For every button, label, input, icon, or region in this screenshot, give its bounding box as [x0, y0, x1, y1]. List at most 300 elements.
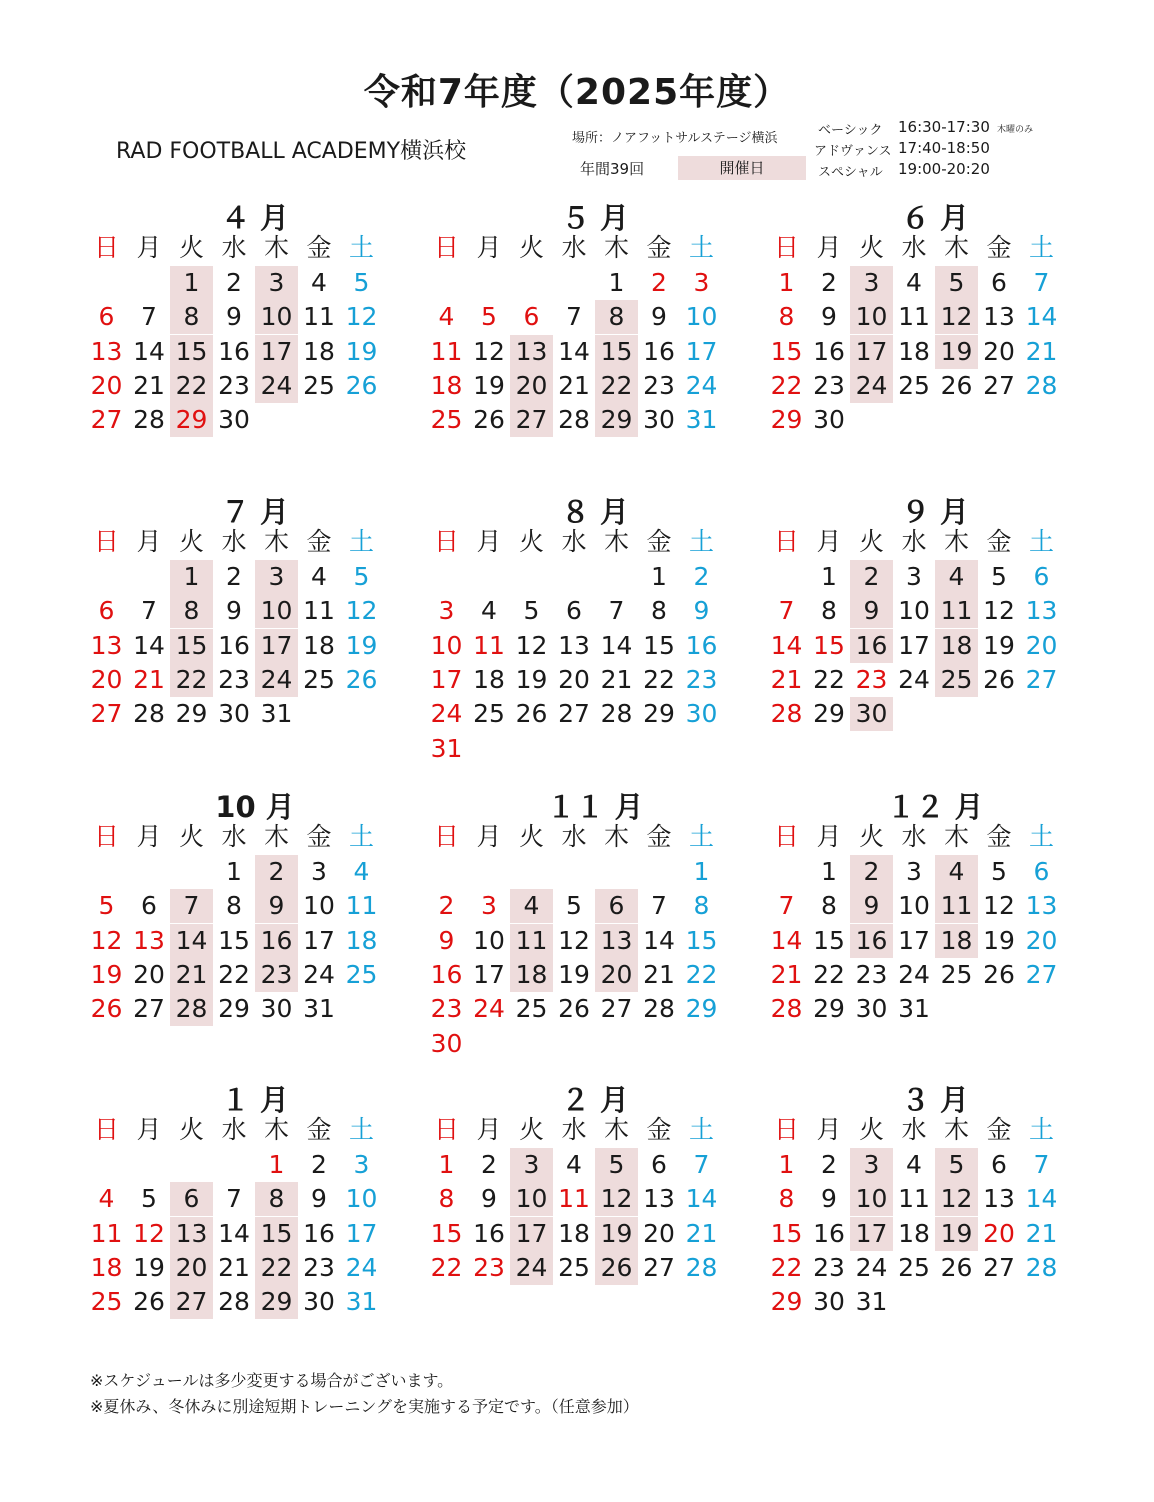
day-cell: 7 [141, 596, 157, 626]
day-cell: 4 [311, 562, 327, 591]
day-cell: 9 [255, 889, 298, 923]
day-cell: 19 [558, 959, 590, 989]
day-cell: 4 [353, 857, 370, 886]
month-block [85, 785, 425, 1045]
day-cell: 20 [983, 336, 1015, 366]
day-cell: 7 [566, 302, 582, 332]
day-cell: 7 [1033, 1150, 1050, 1179]
day-cell: 9 [821, 1184, 837, 1214]
weekday-header: 木 [263, 233, 289, 262]
day-cell: 22 [218, 959, 250, 989]
day-cell: 13 [1025, 891, 1058, 921]
weekday-header: 火 [178, 233, 204, 262]
day-cell: 11 [935, 889, 978, 923]
day-cell: 26 [940, 370, 973, 400]
weekday-header: 日 [773, 822, 799, 851]
day-cell: 9 [438, 925, 455, 955]
weekday-header: 土 [348, 527, 374, 556]
weekday-header: 日 [93, 527, 119, 556]
day-cell: 21 [600, 664, 633, 694]
day-cell: 1 [821, 857, 837, 886]
weekday-header: 月 [476, 527, 502, 556]
day-cell: 14 [133, 336, 165, 366]
day-cell: 20 [510, 369, 553, 403]
day-cell: 20 [1025, 630, 1058, 660]
day-cell: 17 [510, 1217, 553, 1251]
day-cell: 10 [850, 1182, 893, 1216]
day-cell: 24 [898, 664, 930, 694]
day-cell: 8 [170, 300, 213, 334]
day-cell: 11 [303, 302, 335, 332]
day-cell: 8 [255, 1182, 298, 1216]
weekday-header: 日 [93, 822, 119, 851]
day-cell: 4 [935, 560, 978, 594]
weekday-header: 火 [858, 233, 884, 262]
weekday-header: 土 [348, 233, 374, 262]
day-cell: 16 [430, 959, 463, 989]
day-cell: 4 [906, 268, 922, 297]
day-cell: 15 [595, 335, 638, 369]
weekday-header: 土 [688, 1115, 714, 1144]
day-cell: 13 [983, 302, 1015, 332]
weekday-header: 土 [348, 1115, 374, 1144]
day-cell: 17 [850, 1217, 893, 1251]
weekday-header: 月 [136, 1115, 162, 1144]
day-cell: 12 [90, 925, 123, 955]
day-cell: 24 [345, 1252, 378, 1282]
day-cell: 26 [940, 1252, 973, 1282]
day-cell: 9 [850, 594, 893, 628]
day-cell: 6 [141, 891, 157, 921]
day-cell: 26 [558, 994, 590, 1024]
day-cell: 4 [510, 889, 553, 923]
day-cell: 5 [991, 857, 1007, 886]
day-cell: 2 [255, 855, 298, 889]
day-cell: 14 [170, 924, 213, 958]
day-cell: 12 [345, 596, 378, 626]
day-cell: 8 [693, 891, 710, 921]
day-cell: 25 [345, 959, 378, 989]
weekday-header: 水 [221, 527, 247, 556]
day-cell: 31 [303, 994, 335, 1024]
day-cell: 3 [906, 562, 922, 591]
page-title: 令和7年度（2025年度） [363, 72, 791, 113]
day-cell: 5 [141, 1184, 157, 1214]
day-cell: 6 [1033, 857, 1050, 886]
month-block [85, 1078, 425, 1338]
day-cell: 9 [226, 596, 242, 626]
day-cell: 13 [983, 1184, 1015, 1214]
day-cell: 15 [770, 1218, 803, 1248]
weekday-header: 木 [603, 233, 629, 262]
day-cell: 8 [226, 891, 242, 921]
day-cell: 2 [850, 560, 893, 594]
day-cell: 10 [430, 630, 463, 660]
day-cell: 11 [898, 302, 930, 332]
day-cell: 9 [481, 1184, 497, 1214]
day-cell: 1 [268, 1150, 285, 1179]
day-cell: 7 [141, 302, 157, 332]
day-cell: 10 [473, 925, 505, 955]
day-cell: 15 [218, 925, 250, 955]
day-cell: 16 [643, 336, 675, 366]
day-cell: 25 [558, 1252, 590, 1282]
weekday-header: 木 [603, 527, 629, 556]
day-cell: 24 [473, 994, 505, 1024]
day-cell: 18 [430, 370, 463, 400]
day-cell: 23 [855, 664, 888, 694]
month-block [425, 196, 765, 456]
day-cell: 28 [1025, 370, 1058, 400]
day-cell: 15 [813, 630, 845, 660]
day-cell: 10 [345, 1184, 378, 1214]
day-cell: 31 [855, 1287, 888, 1317]
day-cell: 19 [935, 335, 978, 369]
month-title: ７ 月 [220, 495, 290, 529]
weekday-header: 火 [518, 233, 544, 262]
day-cell: 13 [90, 336, 123, 366]
day-cell: 16 [255, 924, 298, 958]
weekday-header: 金 [986, 1115, 1012, 1144]
day-cell: 31 [260, 699, 293, 729]
month-title: １１ 月 [546, 790, 644, 824]
day-cell: 23 [473, 1252, 505, 1282]
weekday-header: 月 [476, 233, 502, 262]
weekday-header: 月 [136, 233, 162, 262]
day-cell: 31 [898, 994, 930, 1024]
day-cell: 23 [813, 370, 845, 400]
day-cell: 12 [935, 300, 978, 334]
weekday-header: 火 [178, 527, 204, 556]
weekday-header: 月 [816, 1115, 842, 1144]
day-cell: 17 [430, 664, 463, 694]
weekday-header: 火 [858, 527, 884, 556]
day-cell: 1 [226, 857, 242, 886]
day-cell: 23 [303, 1252, 335, 1282]
day-cell: 7 [651, 891, 667, 921]
day-cell: 11 [430, 336, 463, 366]
day-cell: 24 [855, 1252, 888, 1282]
day-cell: 18 [303, 336, 335, 366]
month-title: ９ 月 [900, 495, 970, 529]
day-cell: 17 [255, 335, 298, 369]
month-block [765, 490, 1105, 750]
weekday-header: 木 [943, 527, 969, 556]
school-name: RAD FOOTBALL ACADEMY横浜校 [116, 139, 467, 164]
day-cell: 7 [778, 891, 795, 921]
day-cell: 12 [983, 891, 1015, 921]
day-cell: 8 [438, 1184, 455, 1214]
day-cell: 5 [991, 562, 1007, 591]
day-cell: 25 [473, 699, 505, 729]
day-cell: 28 [770, 699, 803, 729]
day-cell: 29 [175, 699, 208, 729]
day-cell: 15 [770, 336, 803, 366]
day-cell: 16 [685, 630, 718, 660]
day-cell: 2 [651, 268, 667, 297]
legend-badge: 開催日 [678, 156, 806, 180]
day-cell: 22 [255, 1251, 298, 1285]
day-cell: 23 [855, 959, 888, 989]
weekday-header: 日 [93, 1115, 119, 1144]
weekday-header: 木 [943, 233, 969, 262]
day-cell: 23 [430, 994, 463, 1024]
day-cell: 6 [523, 302, 540, 332]
day-cell: 6 [170, 1182, 213, 1216]
day-cell: 7 [693, 1150, 710, 1179]
day-cell: 19 [345, 630, 378, 660]
weekday-header: 金 [306, 233, 332, 262]
day-cell: 3 [850, 266, 893, 300]
day-cell: 10 [850, 300, 893, 334]
weekday-header: 金 [646, 1115, 672, 1144]
month-title: ６ 月 [900, 201, 970, 235]
weekday-header: 月 [136, 527, 162, 556]
annual-count: 年間39回 [580, 160, 645, 178]
day-cell: 15 [685, 925, 718, 955]
day-cell: 27 [133, 994, 165, 1024]
day-cell: 24 [850, 369, 893, 403]
day-cell: 27 [983, 370, 1015, 400]
weekday-header: 木 [943, 1115, 969, 1144]
weekday-header: 木 [943, 822, 969, 851]
day-cell: 3 [906, 857, 922, 886]
day-cell: 14 [770, 630, 803, 660]
weekday-header: 金 [306, 1115, 332, 1144]
day-cell: 2 [821, 1150, 837, 1179]
day-cell: 12 [345, 302, 378, 332]
day-cell: 19 [595, 1217, 638, 1251]
weekday-header: 水 [561, 822, 587, 851]
day-cell: 8 [778, 1184, 795, 1214]
day-cell: 12 [983, 596, 1015, 626]
day-cell: 5 [595, 1148, 638, 1182]
day-cell: 30 [260, 994, 293, 1024]
day-cell: 28 [558, 405, 590, 435]
day-cell: 18 [935, 924, 978, 958]
day-cell: 10 [898, 596, 930, 626]
day-cell: 13 [170, 1217, 213, 1251]
day-cell: 17 [345, 1218, 378, 1248]
month-title: ８ 月 [560, 495, 630, 529]
day-cell: 28 [133, 405, 165, 435]
day-cell: 8 [821, 596, 837, 626]
day-cell: 23 [643, 370, 675, 400]
day-cell: 13 [510, 335, 553, 369]
day-cell: 11 [303, 596, 335, 626]
day-cell: 18 [898, 336, 930, 366]
day-cell: 27 [510, 403, 553, 437]
weekday-header: 月 [476, 822, 502, 851]
day-cell: 23 [813, 1252, 845, 1282]
note-line: ※スケジュールは多少変更する場合がございます。 [90, 1371, 454, 1390]
day-cell: 20 [90, 370, 123, 400]
day-cell: 4 [481, 596, 497, 626]
weekday-header: 水 [901, 1115, 927, 1144]
weekday-header: 木 [263, 1115, 289, 1144]
day-cell: 15 [255, 1217, 298, 1251]
day-cell: 26 [983, 664, 1015, 694]
day-cell: 10 [510, 1182, 553, 1216]
day-cell: 22 [813, 959, 845, 989]
day-cell: 21 [1025, 336, 1058, 366]
month-block [425, 785, 765, 1058]
day-cell: 20 [595, 958, 638, 992]
weekday-header: 水 [561, 1115, 587, 1144]
weekday-header: 土 [1028, 1115, 1054, 1144]
day-cell: 22 [170, 369, 213, 403]
day-cell: 29 [770, 1287, 803, 1317]
day-cell: 19 [90, 959, 123, 989]
weekday-header: 土 [688, 233, 714, 262]
day-cell: 25 [898, 1252, 930, 1282]
day-cell: 30 [430, 1028, 463, 1058]
day-cell: 31 [685, 405, 718, 435]
day-cell: 30 [218, 699, 250, 729]
day-cell: 16 [813, 336, 845, 366]
day-cell: 30 [643, 405, 675, 435]
day-cell: 25 [303, 370, 335, 400]
day-cell: 24 [255, 663, 298, 697]
class-name: アドヴァンス [814, 144, 892, 159]
day-cell: 27 [643, 1252, 675, 1282]
day-cell: 24 [510, 1251, 553, 1285]
day-cell: 29 [218, 994, 250, 1024]
day-cell: 3 [438, 596, 455, 626]
day-cell: 28 [218, 1287, 250, 1317]
weekday-header: 土 [688, 822, 714, 851]
day-cell: 20 [983, 1218, 1015, 1248]
day-cell: 28 [1025, 1252, 1058, 1282]
day-cell: 26 [345, 664, 378, 694]
weekday-header: 火 [518, 822, 544, 851]
day-cell: 3 [481, 891, 497, 921]
day-cell: 3 [353, 1150, 370, 1179]
day-cell: 16 [850, 924, 893, 958]
day-cell: 8 [651, 596, 667, 626]
day-cell: 25 [90, 1287, 123, 1317]
day-cell: 11 [510, 924, 553, 958]
day-cell: 17 [685, 336, 718, 366]
day-cell: 16 [473, 1218, 505, 1248]
weekday-header: 月 [816, 527, 842, 556]
day-cell: 9 [850, 889, 893, 923]
day-cell: 21 [218, 1252, 250, 1282]
weekday-header: 火 [178, 1115, 204, 1144]
day-cell: 26 [515, 699, 548, 729]
day-cell: 15 [170, 335, 213, 369]
day-cell: 12 [935, 1182, 978, 1216]
weekday-header: 火 [518, 527, 544, 556]
day-cell: 1 [778, 268, 795, 297]
day-cell: 19 [983, 630, 1015, 660]
month-block [425, 1078, 765, 1338]
day-cell: 14 [643, 925, 675, 955]
weekday-header: 日 [93, 233, 119, 262]
weekday-header: 木 [603, 822, 629, 851]
day-cell: 20 [558, 664, 590, 694]
day-cell: 14 [600, 630, 633, 660]
weekday-header: 日 [433, 233, 459, 262]
day-cell: 3 [510, 1148, 553, 1182]
day-cell: 22 [813, 664, 845, 694]
day-cell: 18 [473, 664, 505, 694]
day-cell: 29 [255, 1285, 298, 1319]
day-cell: 1 [170, 266, 213, 300]
day-cell: 2 [481, 1150, 497, 1179]
day-cell: 6 [98, 596, 115, 626]
day-cell: 22 [643, 664, 675, 694]
weekday-header: 金 [646, 822, 672, 851]
day-cell: 1 [778, 1150, 795, 1179]
day-cell: 21 [133, 664, 165, 694]
day-cell: 14 [558, 336, 590, 366]
weekday-header: 金 [646, 233, 672, 262]
day-cell: 30 [303, 1287, 335, 1317]
day-cell: 21 [133, 370, 165, 400]
day-cell: 9 [693, 596, 710, 626]
day-cell: 24 [303, 959, 335, 989]
day-cell: 5 [523, 596, 540, 626]
day-cell: 6 [651, 1150, 667, 1179]
month-block [85, 196, 425, 456]
day-cell: 6 [991, 1150, 1007, 1179]
day-cell: 27 [558, 699, 590, 729]
day-cell: 10 [255, 594, 298, 628]
day-cell: 19 [515, 664, 548, 694]
day-cell: 13 [133, 925, 165, 955]
day-cell: 25 [935, 663, 978, 697]
day-cell: 30 [813, 1287, 845, 1317]
day-cell: 6 [98, 302, 115, 332]
day-cell: 29 [685, 994, 718, 1024]
day-cell: 12 [133, 1218, 165, 1248]
day-cell: 26 [983, 959, 1015, 989]
weekday-header: 日 [773, 233, 799, 262]
day-cell: 13 [643, 1184, 675, 1214]
day-cell: 7 [778, 596, 795, 626]
class-time: 17:40-18:50 [898, 139, 990, 157]
weekday-header: 日 [433, 822, 459, 851]
day-cell: 21 [770, 664, 803, 694]
day-cell: 28 [133, 699, 165, 729]
day-cell: 19 [133, 1252, 165, 1282]
day-cell: 17 [898, 630, 930, 660]
day-cell: 9 [821, 302, 837, 332]
weekday-header: 金 [646, 527, 672, 556]
day-cell: 17 [473, 959, 505, 989]
weekday-header: 土 [348, 822, 374, 851]
weekday-header: 金 [306, 527, 332, 556]
day-cell: 17 [303, 925, 335, 955]
day-cell: 17 [255, 629, 298, 663]
day-cell: 2 [438, 891, 455, 921]
weekday-header: 木 [263, 822, 289, 851]
weekday-header: 金 [986, 233, 1012, 262]
day-cell: 22 [685, 959, 718, 989]
day-cell: 1 [821, 562, 837, 591]
day-cell: 13 [1025, 596, 1058, 626]
weekday-header: 水 [221, 1115, 247, 1144]
day-cell: 13 [90, 630, 123, 660]
day-cell: 6 [991, 268, 1007, 297]
day-cell: 26 [345, 370, 378, 400]
day-cell: 17 [898, 925, 930, 955]
day-cell: 29 [770, 405, 803, 435]
day-cell: 7 [170, 889, 213, 923]
day-cell: 21 [558, 370, 590, 400]
weekday-header: 月 [816, 233, 842, 262]
